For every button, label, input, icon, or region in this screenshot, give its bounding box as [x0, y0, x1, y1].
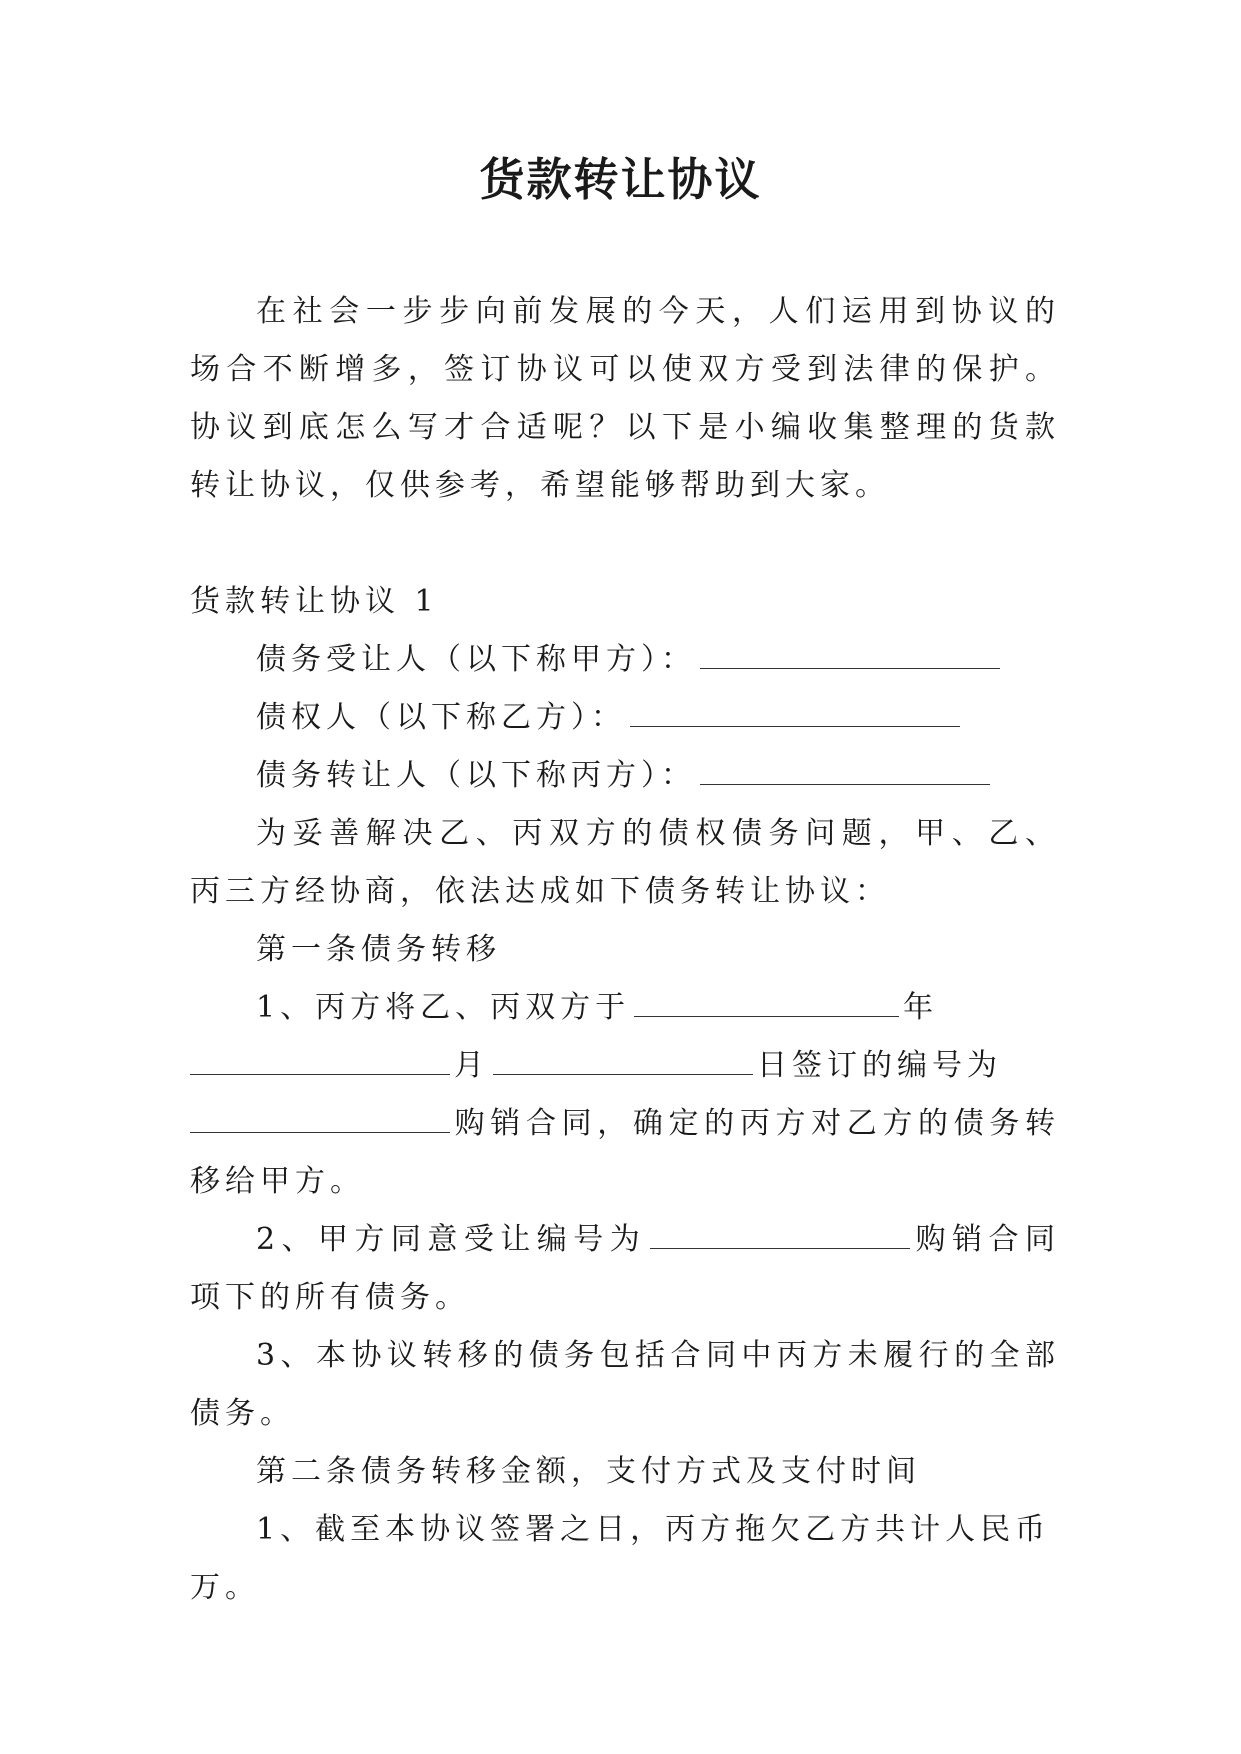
party-a-line [190, 631, 1060, 689]
party-b-label: 债权人（以下称乙方）： [256, 700, 626, 735]
party-a-label: 债务受让人（以下称甲方）： [256, 642, 696, 677]
preamble-paragraph: 为妥善解决乙、丙双方的债权债务问题，甲、乙、丙三方经协商，依法达成如下债务转让协议： [190, 816, 1060, 909]
clause1-month: 月 [454, 1048, 489, 1083]
document-body [190, 283, 1060, 1617]
article1-heading: 第一条债务转移 [256, 932, 501, 967]
clause2-text-b: 购销合同项下的所有债务。 [190, 1222, 1060, 1315]
month-blank [190, 1046, 450, 1075]
party-c-label: 债务转让人（以下称丙方）： [256, 758, 696, 793]
clause2-contract-blank [650, 1220, 910, 1249]
document-title: 货款转让协议 [479, 153, 762, 206]
clause1-year: 年 [903, 990, 939, 1025]
intro-paragraph: 在社会一步步向前发展的今天，人们运用到协议的场合不断增多，签订协议可以使双方受到法律的保护。协议到底怎么写才合适呢？以下是小编收集整理的货款转让协议，仅供参考，希望能够帮助到大家。 [190, 294, 1060, 503]
party-b-line [190, 689, 1060, 747]
clause1-day-text: 日签订的编号为 [757, 1048, 1002, 1083]
contract-no-blank [190, 1104, 450, 1133]
party-a-blank [700, 640, 1000, 669]
article1-clause2 [190, 1211, 1060, 1327]
clause1-text-b: 购销合同，确定的丙方对乙方的债务转移给甲方。 [190, 1106, 1060, 1199]
party-c-blank [700, 756, 990, 785]
article2-clause1: 1、截至本协议签署之日，丙方拖欠乙方共计人民币万。 [190, 1512, 1051, 1605]
clause1-text-a: 1、丙方将乙、丙双方于 [256, 990, 631, 1025]
party-b-blank [630, 698, 960, 727]
day-blank [493, 1046, 753, 1075]
article2-heading: 第二条债务转移金额，支付方式及支付时间 [256, 1454, 921, 1489]
year-blank [634, 988, 899, 1017]
article1-clause1 [190, 979, 1060, 1211]
article1-clause3: 3、本协议转移的债务包括合同中丙方未履行的全部债务。 [190, 1338, 1060, 1431]
party-c-line [190, 747, 1060, 805]
clause2-text-a: 2、甲方同意受让编号为 [256, 1222, 647, 1257]
section-heading: 货款转让协议 1 [190, 584, 439, 619]
